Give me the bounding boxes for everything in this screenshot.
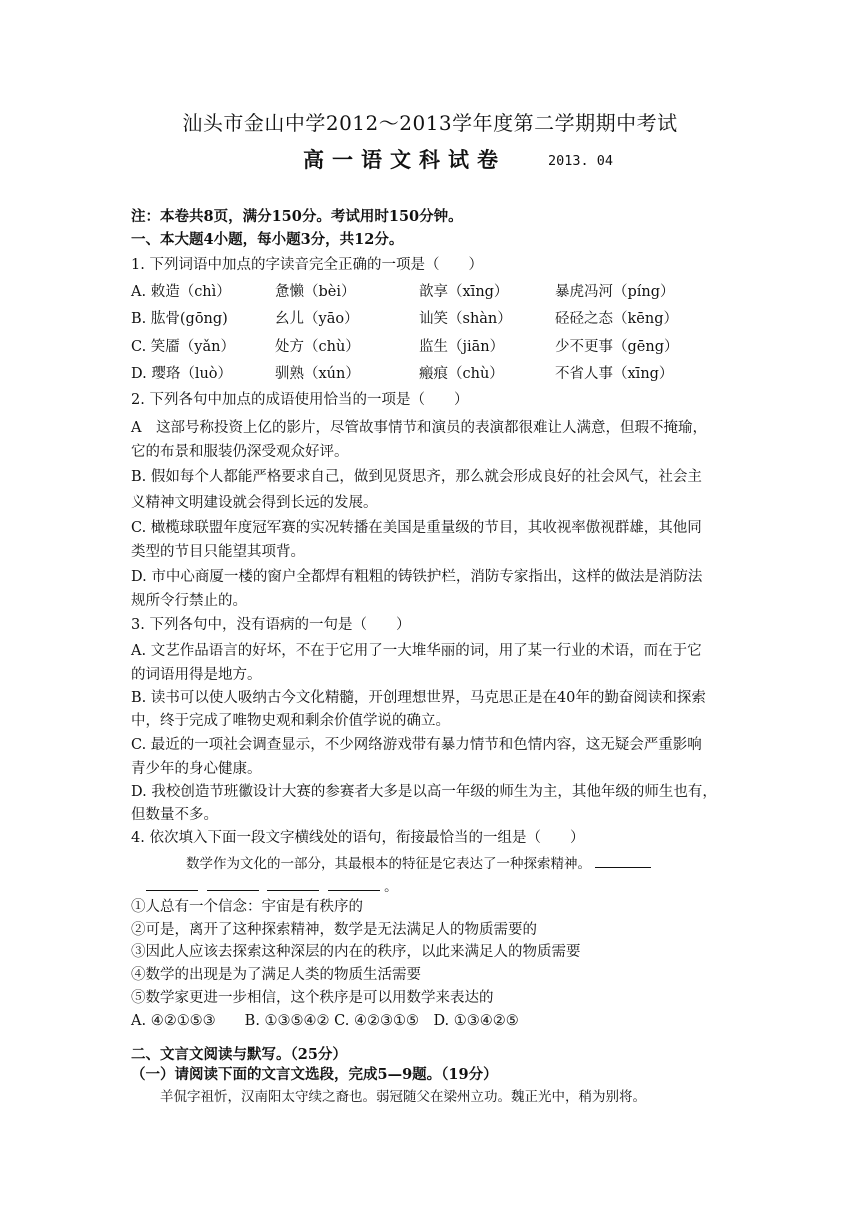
q1-option-b [131,309,711,329]
q1-option-d [131,364,711,384]
q2-line: 类型的节目只能望其项背。 [131,544,305,560]
q3-stem: 3. 下列各句中，没有语病的一句是（ ） [131,617,411,633]
q1-d-4: 不省人事（xīng） [555,366,674,382]
q4-blank-5 [328,876,380,891]
q1-option-c [131,337,711,357]
q1-a-2: 惫懒（bèi） [275,284,356,300]
q3-line: A. 文艺作品语言的好坏，不在于它用了一大堆华丽的词，用了某一行业的术语，而在于它 [131,643,702,659]
q4-blank-3 [207,876,259,891]
q3-line: C. 最近的一项社会调查显示，不少网络游戏带有暴力情节和色情内容，这无疑会严重影响 [131,737,702,753]
q3-line: B. 读书可以使人吸纳古今文化精髓，开创理想世界，马克思正是在40年的勤奋阅读和探索 [131,690,706,706]
q4-blank-2 [146,876,198,891]
q2-line: A 这部号称投资上亿的影片，尽管故事情节和演员的表演都很难让人满意，但瑕不掩瑜， [131,420,707,436]
q4-item: ④数学的出现是为了满足人类的物质生活需要 [131,967,421,983]
q4-stem: 4. 依次填入下面一段文字横线处的语句，衔接最恰当的一组是（ ） [131,830,585,846]
q1-d-3: 瘢痕（chù） [419,366,504,382]
q1-a-3: 歆享（xīng） [419,284,509,300]
exam-notice: 注：本卷共8页，满分150分。考试用时150分钟。 [131,208,463,225]
q2-line: B. 假如每个人都能严格要求自己，做到见贤思齐，那么就会形成良好的社会风气，社会主 [131,469,702,485]
q1-c-2: 处方（chù） [275,339,360,355]
classical-passage: 羊侃字祖忻，汉南阳太守续之裔也。弱冠随父在梁州立功。魏正光中，稍为别将。 [160,1089,646,1105]
q1-c-1: C. 笑靥（yǎn） [131,339,235,355]
q4-item: ⑤数学家更进一步相信，这个秩序是可以用数学来表达的 [131,990,494,1006]
q1-d-2: 驯熟（xún） [275,366,360,382]
q3-line: 中，终于完成了唯物史观和剩余价值学说的确立。 [131,713,450,729]
q4-passage [186,853,651,874]
q1-option-a [131,282,711,302]
q1-b-2: 幺儿（yāo） [275,311,359,327]
q3-line: D. 我校创造节班徽设计大赛的参赛者大多是以高一年级的师生为主，其他年级的师生也有， [131,784,717,800]
q4-options: A. ④②①⑤③ B. ①③⑤④② C. ④②③①⑤ D. ①③④②⑤ [131,1013,519,1029]
exam-title: 汕头市金山中学2012～2013学年度第二学期期中考试 [182,111,678,135]
q2-line: 它的布景和服装仍深受观众好评。 [131,444,349,460]
section2-heading: 二、文言文阅读与默写。（25分） [131,1046,347,1063]
q4-passage-text: 数学作为文化的一部分，其最根本的特征是它表达了一种探索精神。 [186,856,591,872]
q3-line: 的词语用得是地方。 [131,667,262,683]
q1-c-4: 少不更事（gēng） [555,339,679,355]
q1-d-1: D. 璎珞（luò） [131,366,233,382]
q1-b-3: 讪笑（shàn） [419,311,512,327]
section2-subheading: （一）请阅读下面的文言文选段，完成5—9题。（19分） [131,1066,498,1083]
q2-line: 规所令行禁止的。 [131,593,247,609]
q1-b-1: B. 肱骨(gōng) [131,311,228,327]
section1-heading: 一、本大题4小题，每小题3分，共12分。 [131,231,404,248]
q3-line: 但数量不多。 [131,807,218,823]
q1-a-1: A. 敕造（chì） [131,284,231,300]
q1-c-3: 监生（jiān） [419,339,505,355]
q3-line: 青少年的身心健康。 [131,761,262,777]
q1-b-4: 硁硁之态（kēng） [555,311,678,327]
q1-stem: 1. 下列词语中加点的字读音完全正确的一项是（ ） [131,257,483,273]
q4-blank-1 [595,853,651,868]
q4-item: ③因此人应该去探索这种深层的内在的秩序，以此来满足人的物质需要 [131,944,581,960]
q1-a-4: 暴虎冯河（píng） [555,284,675,300]
q2-line: 义精神文明建设就会得到长远的发展。 [131,495,378,511]
exam-date: 2013. 04 [548,153,614,169]
q2-line: D. 市中心商厦一楼的窗户全都焊有粗粗的铸铁护栏，消防专家指出，这样的做法是消防法 [131,569,703,585]
q2-line: C. 橄榄球联盟年度冠军赛的实况转播在美国是重量级的节目，其收视率傲视群雄，其他同 [131,520,702,536]
q4-blank-4 [267,876,319,891]
q4-item: ②可是，离开了这种探索精神，数学是无法满足人的物质需要的 [131,922,537,938]
q4-passage-blanks [146,876,398,897]
exam-subtitle: 高一语文科试卷 [303,147,506,172]
q4-item: ①人总有一个信念：宇宙是有秩序的 [131,899,363,915]
q4-passage-end: 。 [384,879,398,895]
q2-stem: 2. 下列各句中加点的成语使用恰当的一项是（ ） [131,392,469,408]
